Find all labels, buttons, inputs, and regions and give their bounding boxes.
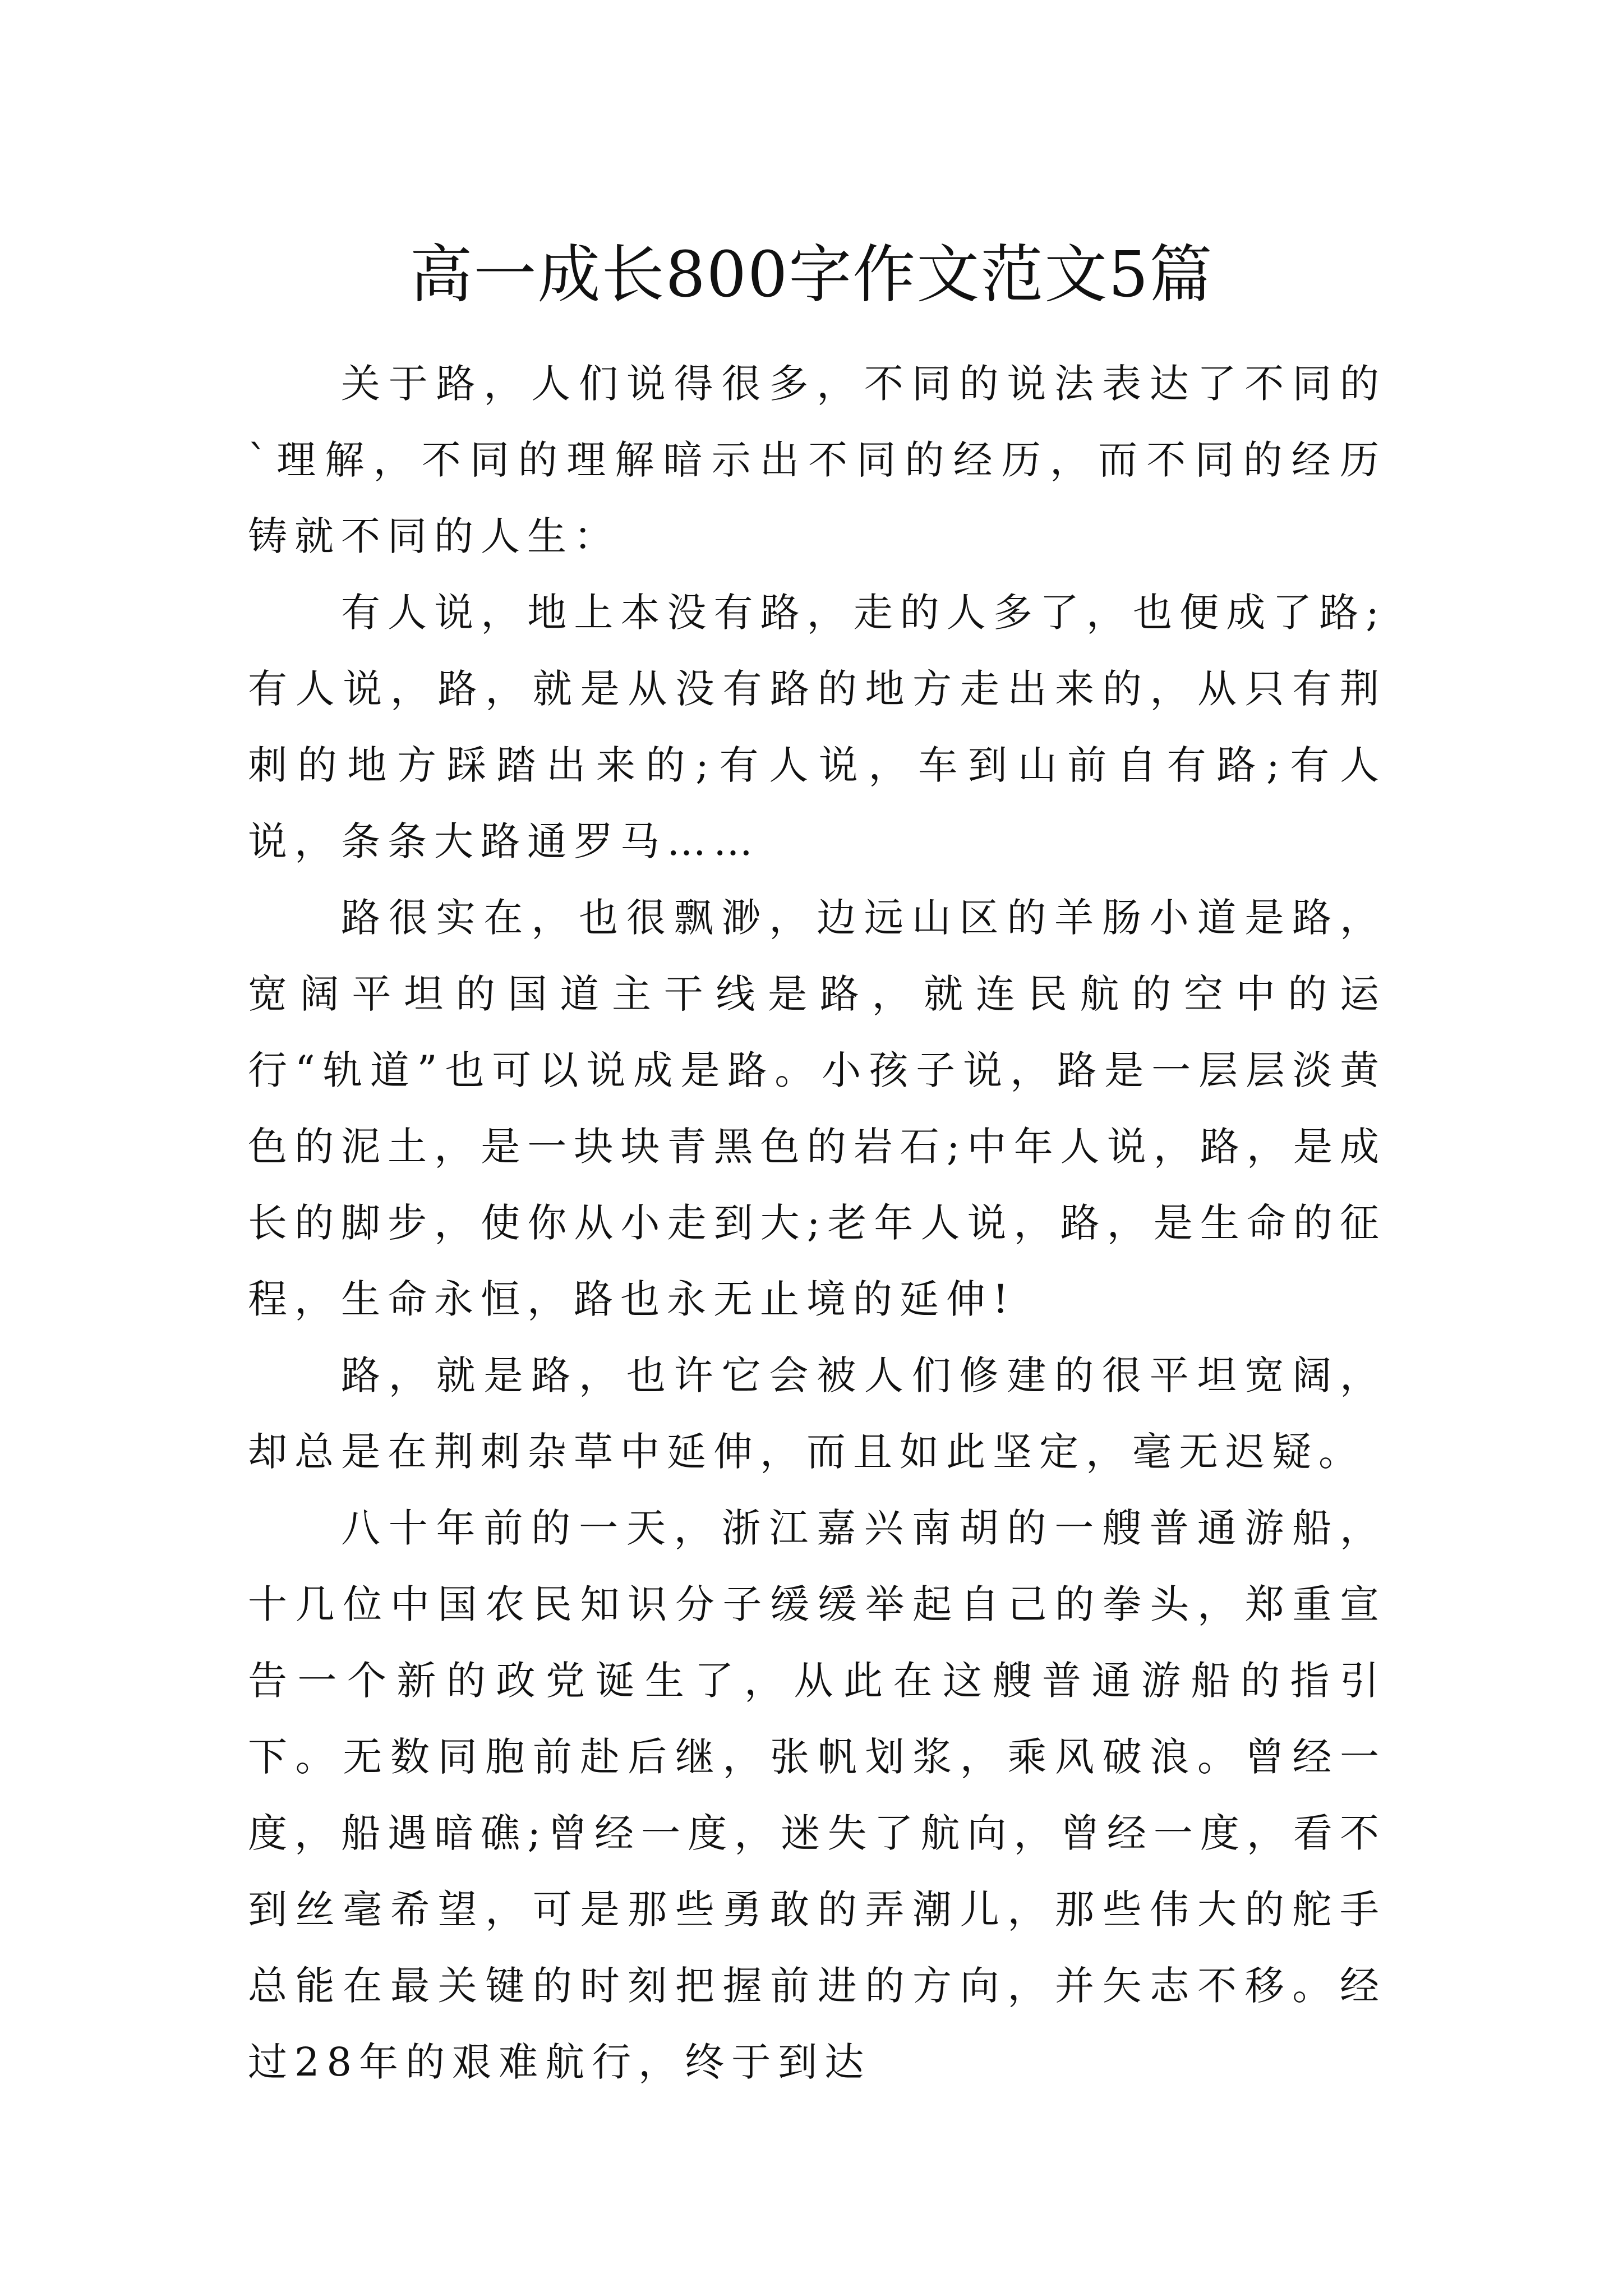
document-body — [248, 346, 1386, 2100]
paragraph-4: 路，就是路，也许它会被人们修建的很平坦宽阔，却总是在荆刺杂草中延伸，而且如此坚定，毫无迟疑。 — [248, 1352, 1386, 1475]
paragraph-5: 八十年前的一天，浙江嘉兴南胡的一艘普通游船，十几位中国农民知识分子缓缓举起自己的拳头，郑重宣告一个新的政党诞生了，从此在这艘普通游船的指引下。无数同胞前赴后继，张帆划浆，乘风破浪。曾经一度，船遇暗礁;曾经一度，迷失了航向，曾经一度，看不到丝毫希望，可是那些勇敢的弄潮儿，那些伟大的舵手总能在最关键的时刻把握前进的方向，并矢志不移。经过28年的艰难航行，终于到达 — [248, 1505, 1386, 2085]
document-title: 高一成长800字作文范文5篇 — [409, 238, 1214, 312]
paragraph-3: 路很实在，也很飘渺，边远山区的羊肠小道是路，宽阔平坦的国道主干线是路，就连民航的空中的运行“轨道”也可以说成是路。小孩子说，路是一层层淡黄色的泥土，是一块块青黑色的岩石;中年人说，路，是成长的脚步，使你从小走到大;老年人说，路，是生命的征程，生命永恒，路也永无止境的延伸! — [248, 895, 1386, 1322]
paragraph-2: 有人说，地上本没有路，走的人多了，也便成了路;有人说，路，就是从没有路的地方走出来的，从只有荆刺的地方踩踏出来的;有人说，车到山前自有路;有人说，条条大路通罗马…… — [248, 590, 1386, 864]
paragraph-1: 关于路，人们说得很多，不同的说法表达了不同的`理解，不同的理解暗示出不同的经历，而不同的经历铸就不同的人生： — [248, 361, 1386, 559]
